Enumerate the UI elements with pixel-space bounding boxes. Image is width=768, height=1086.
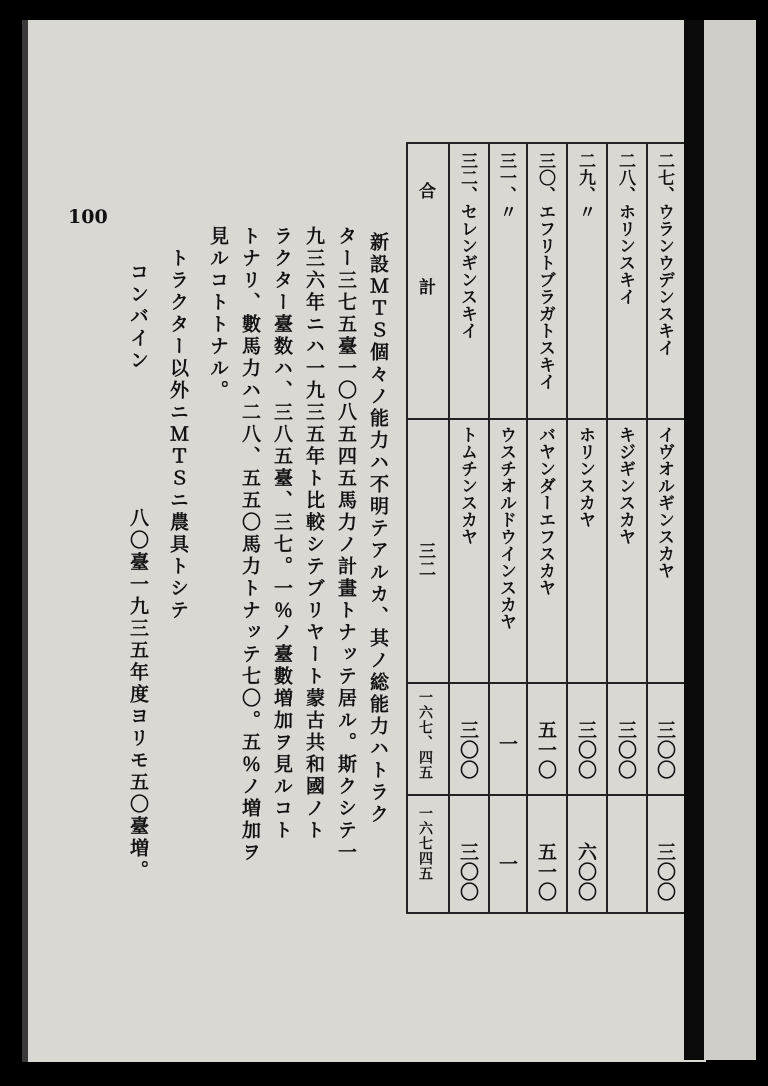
row-col1: 五一〇 (535, 720, 557, 780)
body-line: コンバイン (127, 262, 149, 372)
row-col1: 三〇〇 (575, 720, 597, 780)
table-col-rule (606, 142, 608, 914)
row-col2: 六〇〇 (575, 842, 597, 902)
row-col2: 一 (496, 854, 518, 874)
row-name: 二七、ウランウデンスキイ (654, 152, 674, 356)
row-location: キジギンスカヤ (615, 426, 635, 545)
row-name: 二九、〃 (575, 152, 595, 220)
table-col-rule (488, 142, 490, 914)
total-label-bottom: 計 (415, 278, 435, 295)
row-col2: 三〇〇 (654, 842, 676, 902)
body-line: 新設ＭＴＳ個々ノ能力ハ不明テアルカ、其ノ総能力ハトラク (367, 232, 389, 826)
row-col1: 三〇〇 (615, 720, 637, 780)
row-col2: 三〇〇 (457, 842, 479, 902)
table-col-rule (448, 142, 450, 914)
row-location: ウスチオルドウインスカヤ (496, 426, 516, 630)
body-line: 見ルコトトナル。 (207, 226, 229, 402)
adjacent-page-edge (704, 20, 756, 1060)
total-col1: 一六七、四五 (417, 690, 433, 780)
row-name: 三〇、エフリトブラガトスキイ (535, 152, 555, 390)
row-col2: 五一〇 (535, 842, 557, 902)
row-col1: 三〇〇 (457, 720, 479, 780)
row-col1: 三〇〇 (654, 720, 676, 780)
table-col-rule (526, 142, 528, 914)
total-count: 三二 (415, 542, 435, 578)
row-location: イヴオルギンスカヤ (654, 426, 674, 579)
total-col2: 一六七四五 (417, 806, 433, 881)
table-col-rule (566, 142, 568, 914)
document-page (22, 20, 706, 1062)
body-line: ラクター臺数ハ、三八五臺、三七。一％ノ臺數増加ヲ見ルコト (271, 226, 293, 842)
row-name: 三一、〃 (496, 152, 516, 220)
total-label-top: 合 (415, 182, 435, 199)
row-name: 二八、ホリンスキイ (615, 152, 635, 305)
row-location: トムチンスカヤ (457, 426, 477, 545)
row-col1: 一 (496, 734, 518, 754)
body-line: 八〇臺一九三五年度ヨリモ五〇臺増。 (127, 508, 149, 882)
page-number: 100 (68, 206, 108, 228)
row-location: ホリンスカヤ (575, 426, 595, 528)
data-table (406, 142, 686, 914)
body-line: ター三七五臺一〇八五四五馬力ノ計畫トナッテ居ル。斯クシテ一 (335, 226, 357, 864)
book-gutter (684, 20, 704, 1060)
table-col-rule (406, 142, 408, 914)
body-line: トラクター以外ニＭＴＳニ農具トシテ (167, 248, 189, 622)
row-name: 三二、セレンギンスキイ (457, 152, 477, 339)
row-location: バヤンダーエフスカヤ (535, 426, 555, 596)
table-col-rule (646, 142, 648, 914)
body-line: トナリ、數馬力ハ二八、五五〇馬力トナッテ七〇。五％ノ増加ヲ (239, 226, 261, 864)
body-line: 九三六年ニハ一九三五年ト比較シテブリヤート蒙古共和國ノト (303, 226, 325, 842)
